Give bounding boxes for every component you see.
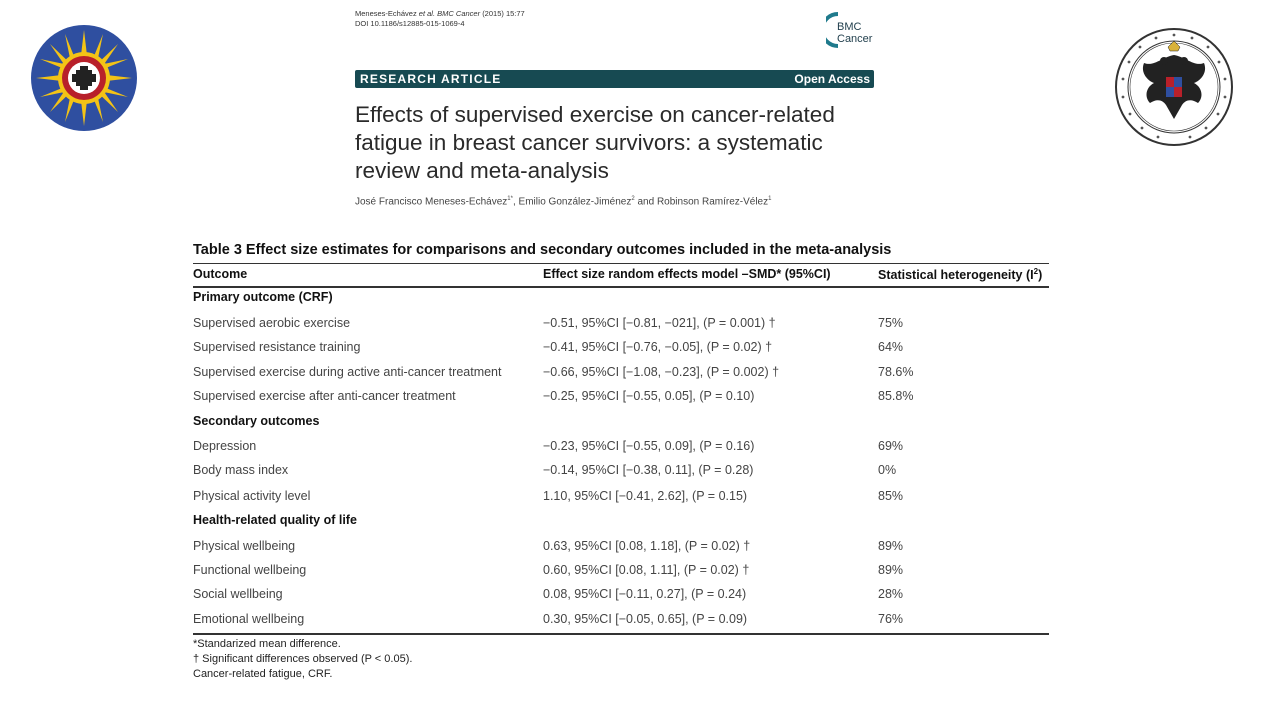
table-cell-outcome: Supervised exercise after anti-cancer treatment xyxy=(193,389,456,403)
paper-title-line3: review and meta-analysis xyxy=(355,158,609,183)
table-cell-effect: −0.51, 95%CI [−0.81, −021], (P = 0.001) † xyxy=(543,316,776,330)
heterogeneity-header-close: ) xyxy=(1038,268,1043,283)
table-cell-outcome: Social wellbeing xyxy=(193,587,283,601)
table-cell-i2: 89% xyxy=(878,539,904,553)
article-type: RESEARCH ARTICLE xyxy=(360,72,502,86)
section-label: Primary outcome (CRF) xyxy=(193,290,333,304)
table-cell-effect: −0.14, 95%CI [−0.38, 0.11], (P = 0.28) xyxy=(543,463,754,477)
table-cell-outcome: Supervised aerobic exercise xyxy=(193,316,351,330)
paper-title-line1: Effects of supervised exercise on cancer-related xyxy=(355,102,835,127)
table-cell-outcome: Depression xyxy=(193,439,257,453)
table-cell-outcome: Functional wellbeing xyxy=(193,563,307,577)
footnote-significance: † Significant differences observed (P < 0.05). xyxy=(193,653,413,665)
table-cell-i2: 28% xyxy=(878,587,904,601)
heterogeneity-header-text: Statistical heterogeneity (I xyxy=(878,268,1034,283)
paper-title-line2: fatigue in breast cancer survivors: a systematic xyxy=(355,130,823,155)
footnote-smd: *Standarized mean difference. xyxy=(193,638,341,650)
table-cell-i2: 78.6% xyxy=(878,365,914,379)
table-cell-i2: 85% xyxy=(878,489,904,503)
citation-block xyxy=(355,9,525,29)
author-1-affiliation: 1* xyxy=(507,196,513,202)
table-cell-i2: 76% xyxy=(878,612,904,626)
table-cell-outcome: Supervised resistance training xyxy=(193,340,361,354)
citation-doi: DOI 10.1186/s12885-015-1069-4 xyxy=(355,19,465,28)
citation-authors: Meneses-Echávez xyxy=(355,9,417,18)
table-cell-i2: 64% xyxy=(878,340,904,354)
author-1: José Francisco Meneses-Echávez xyxy=(355,196,508,208)
author-3: Robinson Ramírez-Vélez xyxy=(656,196,769,208)
table-cell-i2: 75% xyxy=(878,316,904,330)
bmc-logo-line1: BMC xyxy=(837,21,862,33)
column-header-effect-size: Effect size random effects model –SMD* (95%CI) xyxy=(543,267,831,281)
table-cell-outcome: Physical activity level xyxy=(193,489,311,503)
open-access-label: Open Access xyxy=(794,72,870,86)
table-cell-effect: 0.63, 95%CI [0.08, 1.18], (P = 0.02) † xyxy=(543,539,751,553)
column-header-heterogeneity xyxy=(878,267,1042,282)
table-cell-outcome: Physical wellbeing xyxy=(193,539,296,553)
table-cell-effect: 0.60, 95%CI [0.08, 1.11], (P = 0.02) † xyxy=(543,563,750,577)
article-banner xyxy=(355,70,874,88)
table-top-rule xyxy=(193,263,1049,264)
table-caption: Table 3 Effect size estimates for comparisons and secondary outcomes included in the meta-analysis xyxy=(193,242,892,258)
table-bottom-rule xyxy=(193,633,1049,635)
section-label: Health-related quality of life xyxy=(193,513,357,527)
author-list: José Francisco Meneses-Echávez$^{1*}$, Emilio González-Jiménez$^2$ and Robinson Ramírez-Vélez$^1$ xyxy=(355,196,772,208)
table-cell-outcome: Body mass index xyxy=(193,463,289,477)
table-cell-effect: −0.41, 95%CI [−0.76, −0.05], (P = 0.02) † xyxy=(543,340,773,354)
table-cell-effect: 1.10, 95%CI [−0.41, 2.62], (P = 0.15) xyxy=(543,489,748,503)
table-cell-effect: 0.08, 95%CI [−0.11, 0.27], (P = 0.24) xyxy=(543,587,747,601)
table-cell-effect: −0.66, 95%CI [−1.08, −0.23], (P = 0.002) † xyxy=(543,365,780,379)
table-cell-i2: 69% xyxy=(878,439,904,453)
bmc-logo-text xyxy=(837,21,872,45)
university-seal-right xyxy=(1114,27,1234,147)
table-cell-i2: 89% xyxy=(878,563,904,577)
bmc-logo-line2: Cancer xyxy=(837,33,873,45)
author-3-affiliation: 1 xyxy=(768,196,772,202)
table-cell-effect: −0.25, 95%CI [−0.55, 0.05], (P = 0.10) xyxy=(543,389,755,403)
table-cell-effect: −0.23, 95%CI [−0.55, 0.09], (P = 0.16) xyxy=(543,439,755,453)
table-cell-outcome: Emotional wellbeing xyxy=(193,612,305,626)
paper-title xyxy=(355,101,875,185)
citation-journal: BMC Cancer xyxy=(437,9,481,18)
citation-year-volume: (2015) 15:77 xyxy=(482,9,525,18)
table-cell-outcome: Supervised exercise during active anti-cancer treatment xyxy=(193,365,502,379)
table-cell-i2: 85.8% xyxy=(878,389,914,403)
university-logo-left xyxy=(30,24,138,132)
section-label: Secondary outcomes xyxy=(193,414,320,428)
author-3-prefix: and xyxy=(637,196,655,208)
author-2-affiliation: 2 xyxy=(631,196,635,202)
table-cell-effect: 0.30, 95%CI [−0.05, 0.65], (P = 0.09) xyxy=(543,612,748,626)
table-header-rule xyxy=(193,286,1049,288)
footnote-crf: Cancer-related fatigue, CRF. xyxy=(193,668,333,680)
column-header-outcome: Outcome xyxy=(193,267,248,281)
author-2: Emilio González-Jiménez xyxy=(518,196,632,208)
table-cell-i2: 0% xyxy=(878,463,897,477)
citation-etal: et al. xyxy=(418,9,436,18)
heterogeneity-header-sup: 2 xyxy=(1033,267,1039,276)
